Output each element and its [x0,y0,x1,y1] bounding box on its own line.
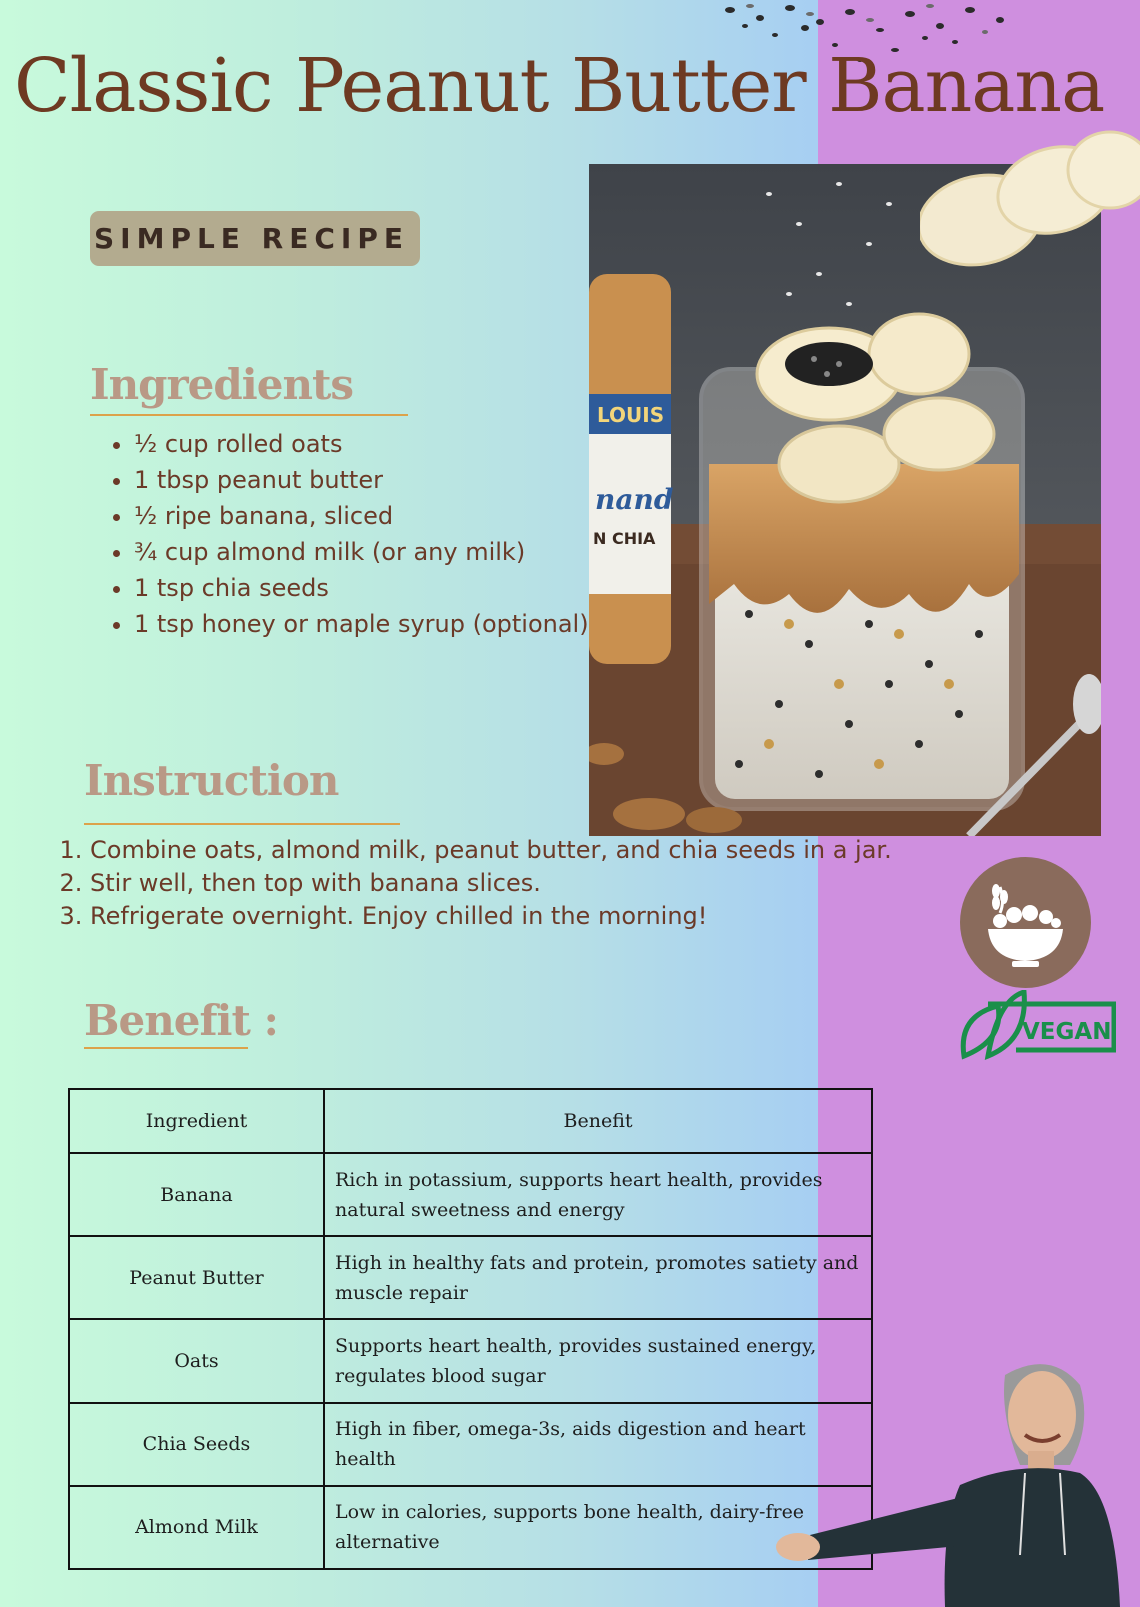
simple-recipe-badge: SIMPLE RECIPE [90,211,420,266]
ingredient-item: • 1 tbsp peanut butter [134,462,604,498]
instruction-steps [62,834,990,933]
instruction-step: 1. Combine oats, almond milk, peanut butter, and chia seeds in a jar. [90,834,990,867]
table-row [69,1236,872,1319]
row-benefit: High in fiber, omega-3s, aids digestion and heart health [324,1403,872,1486]
row-ingredient: Peanut Butter [69,1236,324,1319]
row-ingredient: Almond Milk [69,1486,324,1569]
table-header-row [69,1089,872,1153]
vegan-text: VEGAN [1022,1019,1112,1045]
row-benefit: Rich in potassium, supports heart health, provides natural sweetness and energy [324,1153,872,1236]
table-row [69,1153,872,1236]
row-benefit: Supports heart health, provides sustained energy, regulates blood sugar [324,1319,872,1402]
column-header-benefit: Benefit [324,1089,872,1153]
ingredients-underline [90,414,408,416]
ingredients-heading: Ingredients [90,360,354,409]
benefit-heading: Benefit : [84,996,279,1045]
benefit-underline [84,1047,248,1049]
column-header-ingredient: Ingredient [69,1089,324,1153]
instruction-step: 2. Stir well, then top with banana slices. [90,867,990,900]
row-ingredient: Banana [69,1153,324,1236]
instruction-underline [84,823,400,825]
food-bowl-icon [960,857,1091,988]
ingredient-item: • ¾ cup almond milk (or any milk) [134,534,604,570]
ingredient-item: • ½ ripe banana, sliced [134,498,604,534]
row-ingredient: Oats [69,1319,324,1402]
instruction-heading: Instruction [84,756,339,805]
ingredient-item: • ½ cup rolled oats [134,426,604,462]
recipe-title: Classic Peanut Butter Banana [14,43,1105,129]
ingredients-list [92,426,604,642]
jar-label-line3: N CHIA [593,529,656,548]
row-benefit: High in healthy fats and protein, promotes satiety and muscle repair [324,1236,872,1319]
vegan-leaf-badge [958,990,1116,1060]
ingredient-item: • 1 tsp honey or maple syrup (optional) [134,606,604,642]
banana-slices-decoration [920,130,1140,280]
jar-label-brand: LOUIS [597,403,665,427]
instruction-step: 3. Refrigerate overnight. Enjoy chilled in the morning! [90,900,990,933]
ingredient-item: • 1 tsp chia seeds [134,570,604,606]
smiling-woman-photo [720,1355,1140,1607]
jar-label-line2: nand [595,483,674,516]
row-benefit: Low in calories, supports bone health, dairy-free alternative [324,1486,872,1569]
row-ingredient: Chia Seeds [69,1403,324,1486]
